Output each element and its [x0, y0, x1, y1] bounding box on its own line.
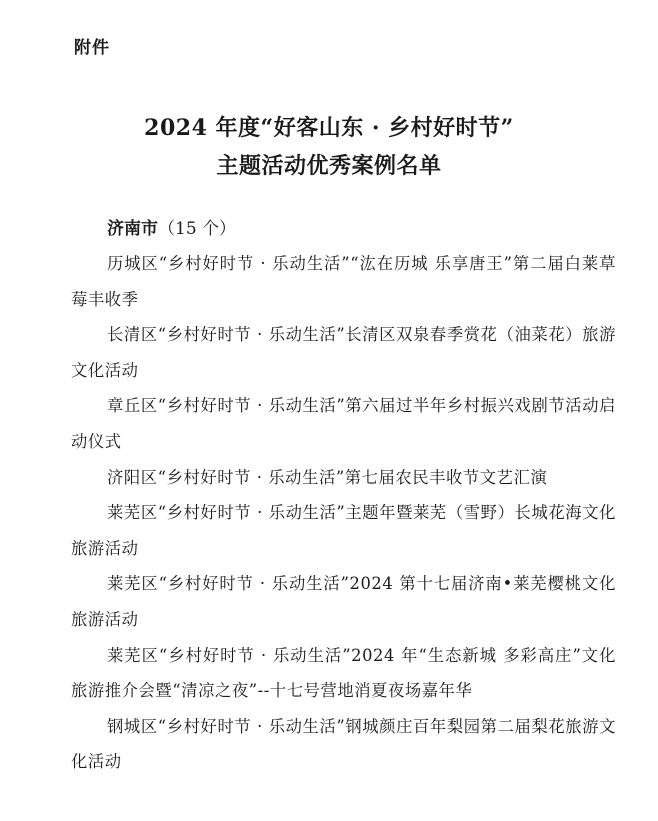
case-entry: 钢城区“乡村好时节 · 乐动生活”钢城颜庄百年梨园第二届梨花旅游文化活动	[71, 716, 616, 772]
case-entry: 济阳区“乡村好时节 · 乐动生活”第七届农民丰收节文艺汇演	[107, 467, 548, 487]
case-entry: 历城区“乡村好时节 · 乐动生活”“汯在历城 乐享唐王”第二届白莱草莓丰收季	[71, 254, 616, 309]
city-name: 济南市	[107, 219, 158, 239]
attachment-label: 附件	[74, 38, 110, 58]
case-entry: 莱芜区“乡村好时节 · 乐动生活”2024 第十七届济南•莱芜樱桃文化旅游活动	[71, 574, 616, 629]
case-entry: 莱芜区“乡村好时节 · 乐动生活”2024 年“生态新城 多彩高庄”文化旅游推介会暨“清凉之夜”--十七号营地消夏夜场嘉年华	[71, 645, 616, 701]
section-heading	[107, 214, 236, 239]
case-list	[71, 246, 616, 780]
case-count: （15 个）	[158, 219, 237, 239]
case-entry: 章丘区“乡村好时节 · 乐动生活”第六届过半年乡村振兴戏剧节活动启动仪式	[71, 396, 616, 451]
document-title-line-1: 2024 年度“好客山东 · 乡村好时节”	[144, 115, 514, 141]
case-entry: 莱芜区“乡村好时节 · 乐动生活”主题年暨莱芜（雪野）长城花海文化旅游活动	[71, 503, 616, 558]
case-entry: 长清区“乡村好时节 · 乐动生活”长清区双泉春季赏花（油菜花）旅游文化活动	[71, 325, 616, 380]
document-title-line-2: 主题活动优秀案例名单	[216, 153, 442, 179]
